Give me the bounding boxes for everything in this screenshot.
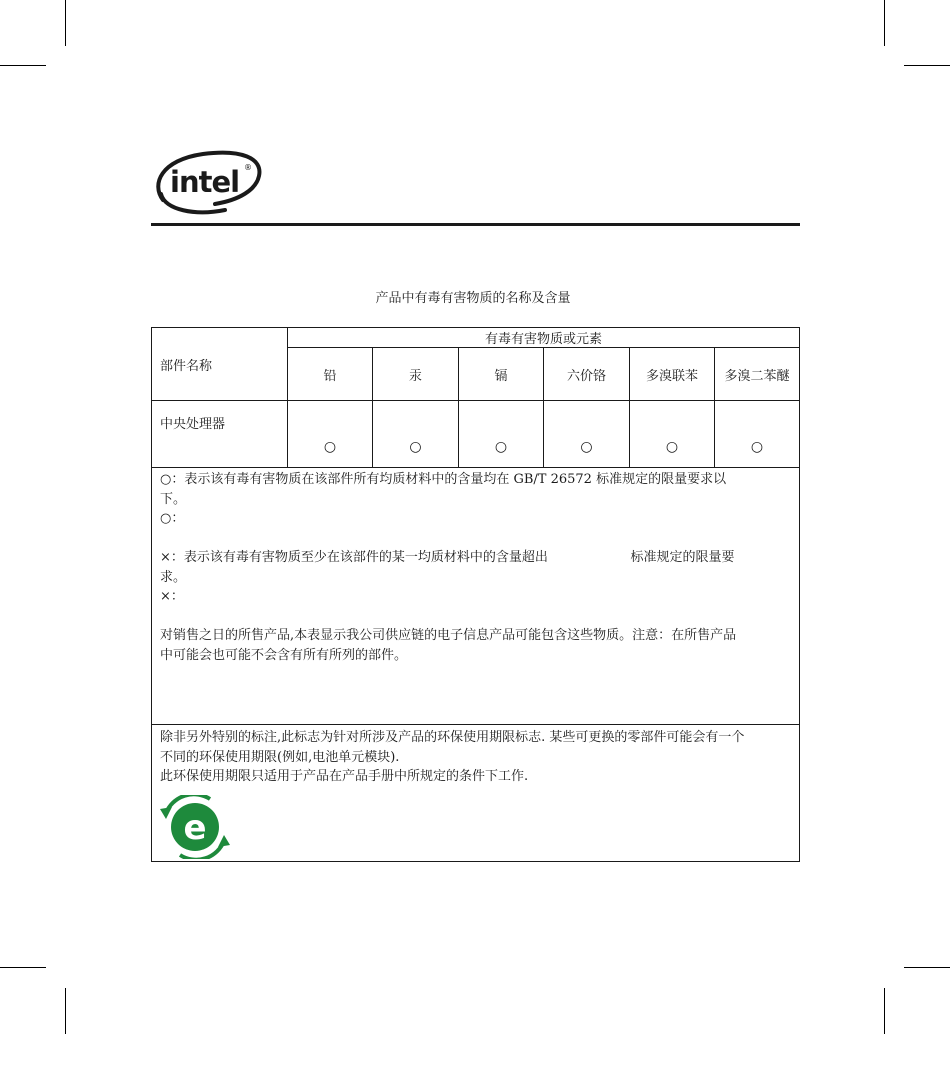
registered-mark: ® bbox=[244, 163, 252, 172]
crop-mark bbox=[884, 988, 885, 1034]
circle-note: ○：表示该有毒有害物质在该部件所有均质材料中的含量均在 GB/T 26572 标准规定的限量要求以下。 bbox=[160, 472, 727, 507]
crop-mark bbox=[904, 65, 950, 66]
mark-mercury: ○ bbox=[373, 401, 459, 468]
substance-group-header: 有毒有害物质或元素 bbox=[288, 328, 800, 348]
intel-logo bbox=[155, 148, 267, 218]
epup-section bbox=[152, 725, 800, 862]
circle-note-secondary: ○： bbox=[160, 511, 185, 526]
substance-hexavalent-chromium: 六价铬 bbox=[544, 348, 630, 401]
substance-pbb: 多溴联苯 bbox=[630, 348, 715, 401]
epup-recycle-icon bbox=[158, 795, 232, 859]
epup-condition-note: 此环保使用期限只适用于产品在产品手册中所规定的条件下工作. bbox=[160, 769, 529, 784]
mark-cadmium: ○ bbox=[459, 401, 544, 468]
legend-notes bbox=[152, 468, 800, 725]
cross-note-secondary: ×： bbox=[160, 589, 184, 604]
sales-disclaimer: 对销售之日的所售产品,本表显示我公司供应链的电子信息产品可能包含这些物质。注意：在所售产品中可能会也可能不会含有所有所列的部件。 bbox=[160, 628, 737, 663]
substance-mercury: 汞 bbox=[373, 348, 459, 401]
mark-pbb: ○ bbox=[630, 401, 715, 468]
crop-mark bbox=[0, 65, 46, 66]
crop-mark bbox=[65, 0, 66, 46]
epup-note: 除非另外特别的标注,此标志为针对所涉及产品的环保使用期限标志. 某些可更换的零部件可能会有一个不同的环保使用期限(例如,电池单元模块). bbox=[160, 730, 745, 765]
cross-note: ×：表示该有毒有害物质至少在该部件的某一均质材料中的含量超出 标准规定的限量要求。 bbox=[160, 550, 735, 585]
substance-pbde: 多溴二苯醚 bbox=[715, 348, 800, 401]
crop-mark bbox=[0, 967, 46, 968]
crop-mark bbox=[65, 988, 66, 1034]
mark-hexavalent-chromium: ○ bbox=[544, 401, 630, 468]
crop-mark bbox=[904, 967, 950, 968]
crop-mark bbox=[884, 0, 885, 46]
mark-lead: ○ bbox=[288, 401, 373, 468]
hazardous-substance-table bbox=[151, 327, 800, 862]
epup-letter: e bbox=[183, 808, 207, 848]
table-row bbox=[152, 401, 800, 468]
document-title: 产品中有毒有害物质的名称及含量 bbox=[375, 291, 571, 306]
part-name-header: 部件名称 bbox=[152, 328, 288, 401]
logo-wordmark: intel bbox=[170, 165, 240, 199]
header-rule bbox=[151, 223, 800, 226]
part-cpu: 中央处理器 bbox=[152, 401, 288, 468]
substance-lead: 铅 bbox=[288, 348, 373, 401]
mark-pbde: ○ bbox=[715, 401, 800, 468]
substance-cadmium: 镉 bbox=[459, 348, 544, 401]
